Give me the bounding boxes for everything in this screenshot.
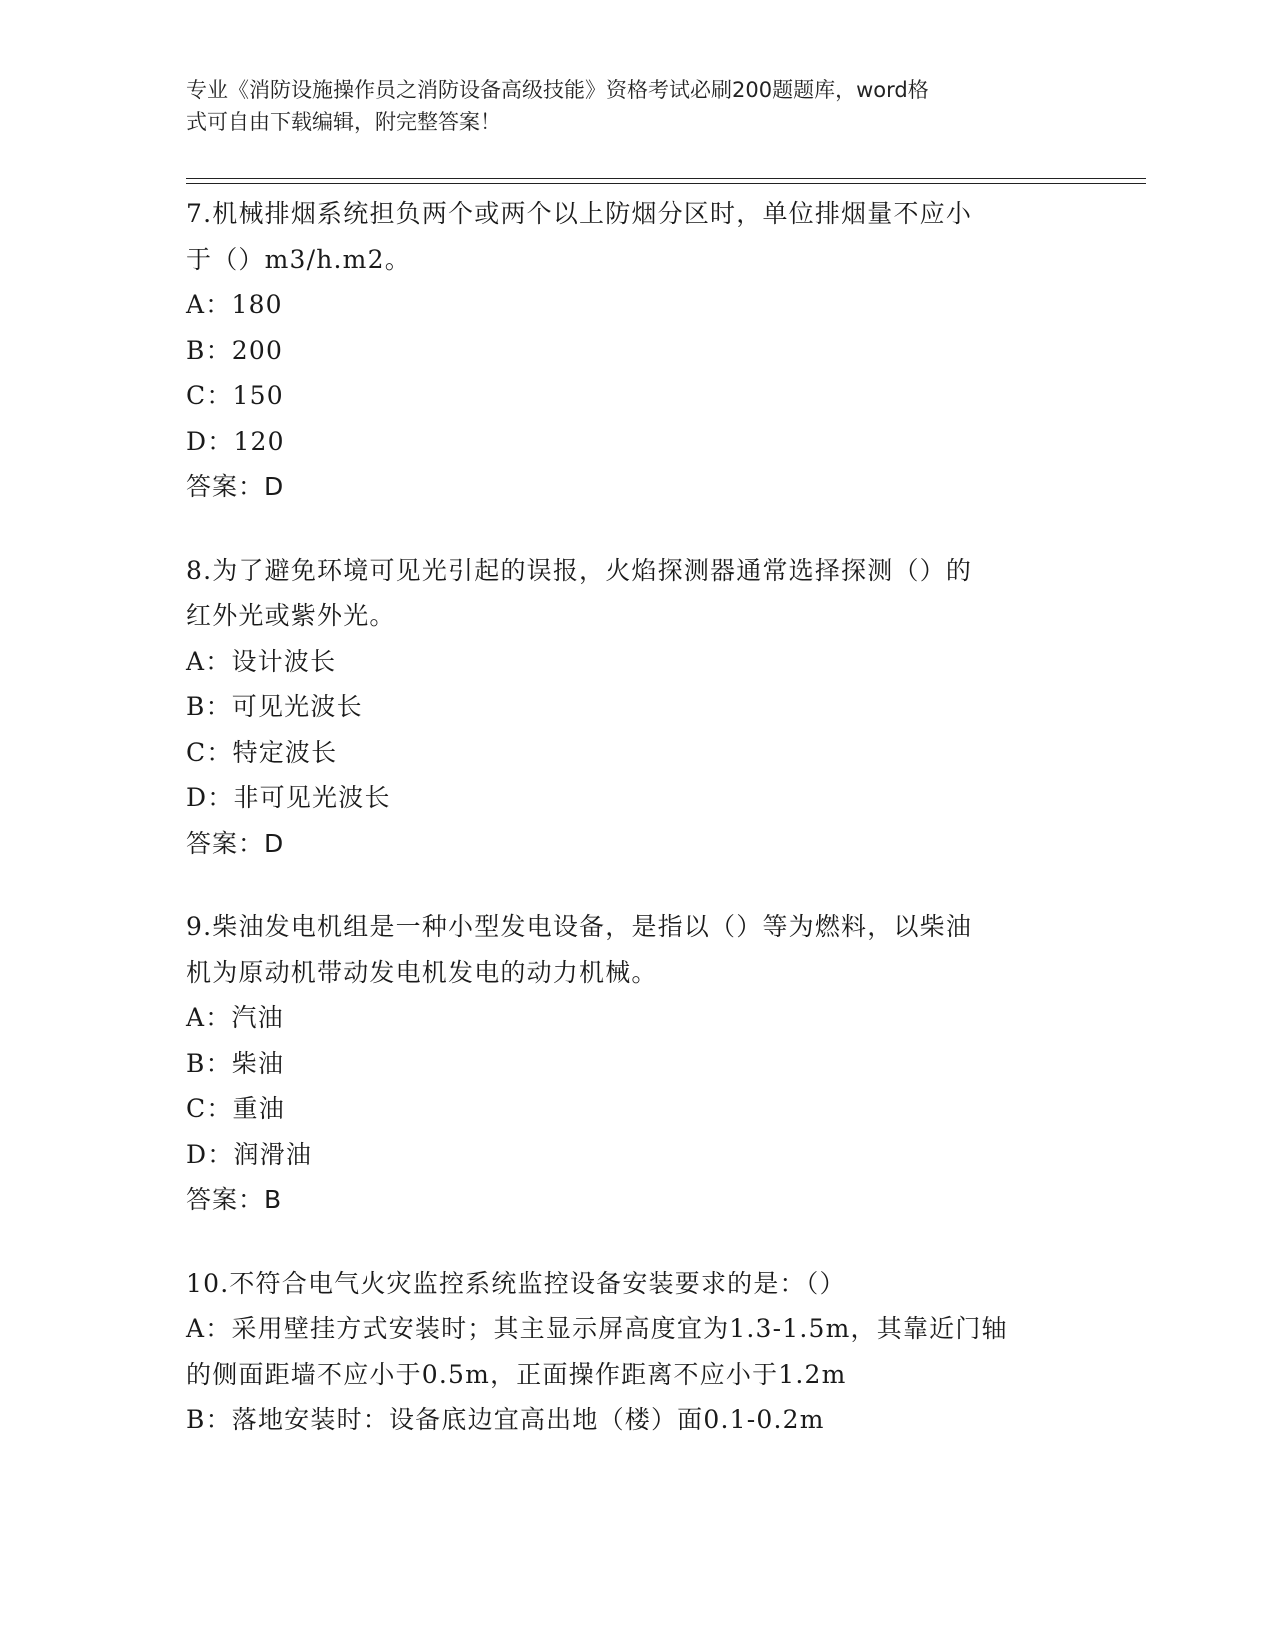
option-text: 采用壁挂方式安装时；其主显示屏高度宜为1.3-1.5m，其靠近门轴 (231, 1314, 1008, 1343)
option-text: 汽油 (231, 1003, 284, 1032)
option-text: 120 (233, 426, 285, 456)
question-stem: 红外光或紫外光。 (186, 601, 396, 630)
option-b (186, 328, 1086, 374)
option-key: A： (186, 290, 232, 319)
answer-label: 答案：D (186, 828, 285, 858)
option-text: 可见光波长 (231, 692, 363, 721)
option-text: 设计波长 (231, 646, 337, 676)
question-stem: 8.为了避免环境可见光引起的误报，火焰探测器通常选择探测（）的 (186, 555, 973, 585)
option-key: A： (186, 1003, 232, 1032)
option-c (186, 373, 1086, 419)
question-stem: 于（）m3/h.m2。 (186, 244, 411, 274)
header-line-2: 式可自由下载编辑，附完整答案！ (186, 110, 501, 134)
option-key: D： (186, 426, 234, 456)
question-stem: 7.机械排烟系统担负两个或两个以上防烟分区时，单位排烟量不应小 (186, 199, 973, 228)
answer-label: 答案：D (186, 472, 285, 501)
option-c (186, 730, 1086, 776)
option-b (186, 1041, 1086, 1087)
question-9 (186, 904, 1086, 1223)
question-stem: 10.不符合电气火灾监控系统监控设备安装要求的是：（） (186, 1268, 846, 1298)
option-text: 特定波长 (232, 737, 338, 767)
option-b (186, 1397, 1086, 1443)
question-stem: 机为原动机带动发电机发电的动力机械。 (186, 957, 658, 987)
option-a (186, 995, 1086, 1041)
question-8 (186, 548, 1086, 867)
option-key: C： (186, 381, 233, 410)
header-line-1: 专业《消防设施操作员之消防设备高级技能》资格考试必刷200题题库，word格 (186, 78, 929, 102)
option-key: B： (186, 1048, 232, 1078)
option-key: A： (186, 646, 232, 676)
option-d (186, 419, 1086, 465)
option-key: D： (186, 783, 234, 812)
option-text: 重油 (232, 1094, 285, 1123)
option-a (186, 282, 1086, 328)
option-a (186, 1306, 1086, 1352)
option-d (186, 775, 1086, 821)
option-key: C： (186, 737, 233, 767)
option-text: 柴油 (231, 1048, 285, 1078)
option-text: 180 (231, 290, 283, 319)
header-divider-top (186, 178, 1146, 179)
question-10 (186, 1261, 1086, 1443)
option-key: B： (186, 692, 232, 721)
question-list (186, 191, 1086, 1481)
document-header (186, 74, 1066, 138)
option-text: 150 (232, 381, 284, 410)
answer-label: 答案：B (186, 1185, 283, 1214)
question-stem: 9.柴油发电机组是一种小型发电设备，是指以（）等为燃料，以柴油 (186, 912, 973, 941)
option-b (186, 684, 1086, 730)
option-key: C： (186, 1094, 233, 1123)
option-key: B： (186, 1405, 232, 1434)
question-7 (186, 191, 1086, 510)
option-d (186, 1132, 1086, 1178)
header-divider-bottom (186, 183, 1146, 184)
option-a (186, 639, 1086, 685)
option-text: 润滑油 (233, 1139, 313, 1169)
option-c (186, 1086, 1086, 1132)
option-text: 非可见光波长 (233, 783, 391, 812)
option-key: B： (186, 335, 232, 365)
option-key: D： (186, 1139, 234, 1169)
option-text: 落地安装时：设备底边宜高出地（楼）面0.1-0.2m (231, 1405, 825, 1434)
option-text: 200 (231, 335, 284, 365)
option-key: A： (186, 1314, 232, 1343)
option-a-continuation: 的侧面距墙不应小于0.5m，正面操作距离不应小于1.2m (186, 1359, 847, 1389)
